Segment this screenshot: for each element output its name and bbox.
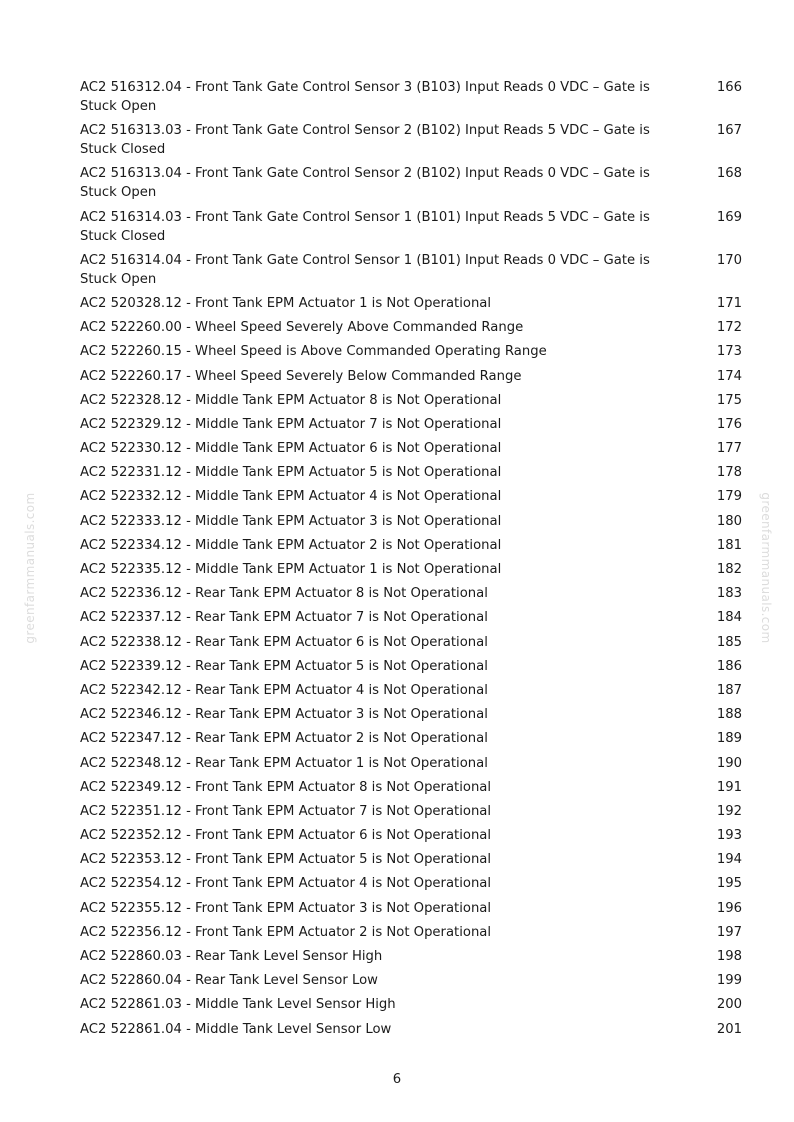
toc-entry-title: AC2 522352.12 - Front Tank EPM Actuator 6 is Not Operational — [80, 828, 492, 844]
toc-entry[interactable] — [80, 1020, 742, 1039]
toc-entry[interactable] — [80, 633, 742, 652]
table-of-contents — [80, 78, 742, 1044]
toc-entry-page: 178 — [716, 465, 742, 481]
toc-entry[interactable] — [80, 251, 742, 289]
toc-entry-title: AC2 520328.12 - Front Tank EPM Actuator 1 is Not Operational — [80, 295, 492, 311]
toc-entry-title: AC2 522330.12 - Middle Tank EPM Actuator 6 is Not Operational — [80, 441, 502, 457]
toc-entry-title: AC2 522356.12 - Front Tank EPM Actuator 2 is Not Operational — [80, 924, 492, 940]
toc-entry-title: AC2 522335.12 - Middle Tank EPM Actuator 1 is Not Operational — [80, 562, 502, 577]
toc-entry-page: 197 — [716, 924, 742, 940]
toc-entry-title: AC2 516313.04 - Front Tank Gate Control Sensor 2 (B102) Input Reads 0 VDC – Gate is Stuck Open — [80, 166, 650, 201]
toc-entry-page: 174 — [716, 368, 742, 384]
toc-entry-title: AC2 522337.12 - Rear Tank EPM Actuator 7 is Not Operational — [80, 610, 488, 626]
toc-entry-page: 187 — [716, 682, 742, 698]
toc-entry-title: AC2 522334.12 - Middle Tank EPM Actuator 2 is Not Operational — [80, 537, 502, 553]
toc-entry[interactable] — [80, 439, 742, 458]
toc-entry-title: AC2 522336.12 - Rear Tank EPM Actuator 8 is Not Operational — [80, 586, 488, 602]
toc-entry[interactable] — [80, 294, 742, 313]
toc-entry[interactable] — [80, 874, 742, 893]
toc-entry-page: 190 — [716, 755, 742, 771]
toc-entry-title: AC2 522353.12 - Front Tank EPM Actuator 5 is Not Operational — [80, 852, 492, 868]
toc-entry-title: AC2 522329.12 - Middle Tank EPM Actuator 7 is Not Operational — [80, 416, 502, 432]
page-number: 6 — [392, 1072, 402, 1087]
toc-entry-page: 188 — [716, 707, 742, 723]
toc-entry-title: AC2 522339.12 - Rear Tank EPM Actuator 5 is Not Operational — [80, 658, 488, 674]
toc-entry-page: 173 — [716, 344, 742, 360]
toc-entry-title: AC2 522354.12 - Front Tank EPM Actuator 4 is Not Operational — [80, 876, 492, 892]
toc-entry[interactable] — [80, 487, 742, 506]
toc-entry[interactable] — [80, 754, 742, 773]
toc-entry-page: 175 — [716, 392, 742, 408]
watermark-left: greenfarmmanuals.com — [23, 492, 37, 644]
toc-entry[interactable] — [80, 681, 742, 700]
toc-entry-title: AC2 522346.12 - Rear Tank EPM Actuator 3 is Not Operational — [80, 707, 488, 723]
toc-entry-page: 189 — [716, 731, 742, 747]
toc-entry[interactable] — [80, 608, 742, 627]
toc-entry-title: AC2 522260.15 - Wheel Speed is Above Commanded Operating Range — [80, 344, 547, 360]
toc-entry-page: 177 — [716, 441, 742, 457]
toc-entry[interactable] — [80, 78, 742, 116]
toc-entry-title: AC2 522355.12 - Front Tank EPM Actuator 3 is Not Operational — [80, 900, 492, 916]
toc-entry-page: 194 — [716, 852, 742, 868]
toc-entry-title: AC2 522260.00 - Wheel Speed Severely Above Commanded Range — [80, 320, 524, 336]
toc-entry[interactable] — [80, 208, 742, 246]
toc-entry[interactable] — [80, 705, 742, 724]
toc-entry[interactable] — [80, 899, 742, 918]
toc-entry-page: 171 — [716, 295, 742, 311]
toc-entry-page: 169 — [716, 209, 742, 225]
toc-entry-title: AC2 522332.12 - Middle Tank EPM Actuator 4 is Not Operational — [80, 489, 502, 505]
toc-entry[interactable] — [80, 318, 742, 337]
toc-entry-page: 182 — [716, 562, 742, 577]
toc-entry-title: AC2 522860.03 - Rear Tank Level Sensor High — [80, 949, 383, 964]
toc-entry-page: 195 — [716, 876, 742, 892]
toc-entry[interactable] — [80, 995, 742, 1014]
toc-entry[interactable] — [80, 342, 742, 361]
toc-entry[interactable] — [80, 164, 742, 202]
toc-entry-title: AC2 522338.12 - Rear Tank EPM Actuator 6 is Not Operational — [80, 634, 488, 650]
toc-entry-page: 199 — [716, 973, 742, 989]
toc-entry-page: 196 — [716, 900, 742, 916]
toc-entry-title: AC2 522348.12 - Rear Tank EPM Actuator 1 is Not Operational — [80, 755, 488, 771]
toc-entry-page: 172 — [716, 320, 742, 336]
toc-entry-page: 185 — [716, 634, 742, 650]
toc-entry-title: AC2 522860.04 - Rear Tank Level Sensor Low — [80, 973, 378, 989]
toc-entry[interactable] — [80, 802, 742, 821]
toc-entry[interactable] — [80, 560, 742, 579]
toc-entry-page: 166 — [716, 80, 742, 95]
toc-entry[interactable] — [80, 778, 742, 797]
toc-entry[interactable] — [80, 947, 742, 966]
toc-entry-title: AC2 522347.12 - Rear Tank EPM Actuator 2 is Not Operational — [80, 731, 488, 747]
toc-entry[interactable] — [80, 584, 742, 603]
toc-entry-page: 200 — [716, 997, 742, 1013]
toc-entry[interactable] — [80, 536, 742, 555]
toc-entry-page: 186 — [716, 658, 742, 674]
toc-entry[interactable] — [80, 729, 742, 748]
toc-entry[interactable] — [80, 657, 742, 676]
toc-entry-page: 193 — [716, 828, 742, 844]
toc-entry-page: 179 — [716, 489, 742, 505]
toc-entry[interactable] — [80, 923, 742, 942]
toc-entry-title: AC2 522351.12 - Front Tank EPM Actuator 7 is Not Operational — [80, 803, 492, 819]
toc-entry-page: 198 — [716, 949, 742, 964]
toc-entry-title: AC2 522342.12 - Rear Tank EPM Actuator 4 is Not Operational — [80, 682, 488, 698]
toc-entry-title: AC2 516313.03 - Front Tank Gate Control Sensor 2 (B102) Input Reads 5 VDC – Gate is Stuck Closed — [80, 123, 650, 158]
toc-entry-page: 180 — [716, 513, 742, 529]
toc-entry-page: 167 — [716, 123, 742, 139]
toc-entry[interactable] — [80, 391, 742, 410]
toc-entry-title: AC2 522333.12 - Middle Tank EPM Actuator 3 is Not Operational — [80, 513, 502, 529]
toc-entry[interactable] — [80, 512, 742, 531]
toc-entry[interactable] — [80, 971, 742, 990]
toc-entry[interactable] — [80, 367, 742, 386]
toc-entry-title: AC2 522331.12 - Middle Tank EPM Actuator 5 is Not Operational — [80, 465, 502, 481]
toc-entry-title: AC2 522328.12 - Middle Tank EPM Actuator 8 is Not Operational — [80, 392, 502, 408]
watermark-right: greenfarmmanuals.com — [759, 492, 773, 644]
toc-entry-page: 201 — [716, 1021, 742, 1037]
toc-entry-title: AC2 516314.04 - Front Tank Gate Control Sensor 1 (B101) Input Reads 0 VDC – Gate is Stuck Open — [80, 252, 650, 287]
toc-entry[interactable] — [80, 826, 742, 845]
toc-entry-page: 184 — [716, 610, 742, 626]
toc-entry-title: AC2 522861.03 - Middle Tank Level Sensor High — [80, 997, 396, 1013]
toc-entry-title: AC2 522861.04 - Middle Tank Level Sensor Low — [80, 1021, 392, 1037]
toc-entry-page: 170 — [716, 252, 742, 268]
toc-entry[interactable] — [80, 463, 742, 482]
toc-entry[interactable] — [80, 850, 742, 869]
toc-entry-page: 176 — [716, 416, 742, 432]
toc-entry-page: 183 — [716, 586, 742, 602]
toc-entry[interactable] — [80, 121, 742, 159]
toc-entry-title: AC2 522260.17 - Wheel Speed Severely Below Commanded Range — [80, 368, 522, 384]
toc-entry-title: AC2 516314.03 - Front Tank Gate Control Sensor 1 (B101) Input Reads 5 VDC – Gate is Stuck Closed — [80, 209, 650, 244]
toc-entry-page: 181 — [716, 537, 742, 553]
toc-entry[interactable] — [80, 415, 742, 434]
toc-entry-page: 168 — [716, 166, 742, 182]
toc-entry-title: AC2 516312.04 - Front Tank Gate Control Sensor 3 (B103) Input Reads 0 VDC – Gate is Stuck Open — [80, 80, 650, 114]
toc-entry-page: 191 — [716, 779, 742, 795]
toc-entry-title: AC2 522349.12 - Front Tank EPM Actuator 8 is Not Operational — [80, 779, 492, 795]
toc-entry-page: 192 — [716, 803, 742, 819]
